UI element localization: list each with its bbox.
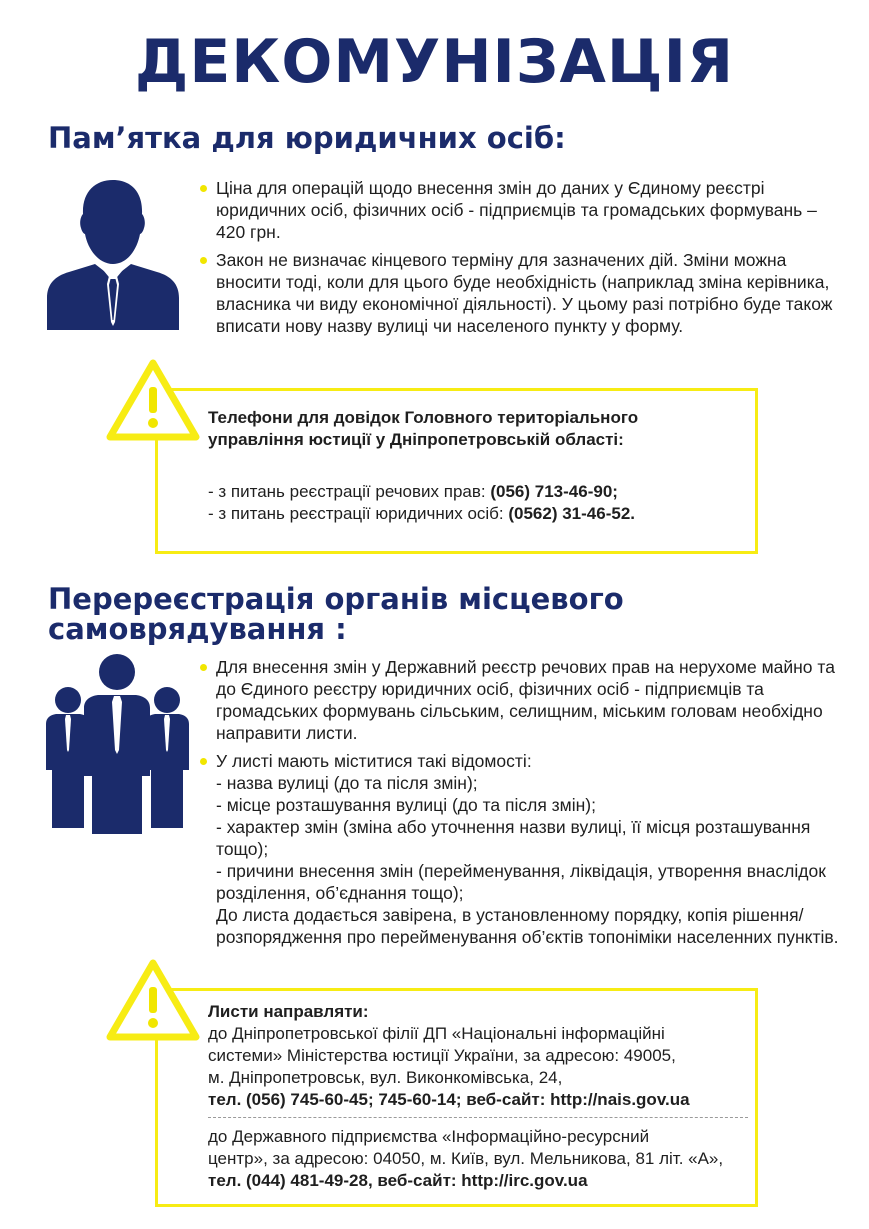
notice-heading-line2: управління юстиції у Дніпропетровській області:	[208, 430, 624, 449]
section1-heading: Пам’ятка для юридичних осіб:	[48, 121, 566, 155]
irc-contacts: тел. (044) 481-49-28, веб-сайт: http://irc.gov.ua	[208, 1171, 588, 1190]
page-title: ДЕКОМУНІЗАЦІЯ	[134, 27, 735, 97]
list-item: Закон не визначає кінцевого терміну для зазначених дій. Зміни можна вносити тоді, коли для цього буде необхідність (наприклад зміна керівника, власника чи виду економічної діяльності). У цьому разі потрібно буде також вписати нову назву вулиці чи населеного пункту у форму.	[200, 249, 850, 337]
notice-heading: Листи направляти:	[208, 1002, 369, 1021]
warning-icon	[103, 355, 203, 443]
contact-notice-box	[155, 388, 758, 554]
section2-heading-line1: Перереєстрація органів місцевого	[48, 582, 624, 616]
address-notice-box: Листи направляти: до Дніпропетровської філії ДП «Національні інформаційні системи» Міністерства юстиції України, за адресою: 49005, м. Дніпропетровськ, вул. Виконкомівська, 24, тел. (056) 745-60-45; 745-60-14; веб-сайт: http://nais.gov.ua до Державного підприємства «Інформаційно-ресурсний центр», за адресою: 04050, м. Київ, вул. Мельникова, 81 літ. «А», тел. (044) 481-49-28, веб-сайт: http://irc.gov.ua	[155, 988, 758, 1207]
section1-bullet-list	[200, 177, 850, 343]
warning-icon	[103, 955, 203, 1043]
list-item: У листі мають міститися такі відомості: - назва вулиці (до та після змін); - місце розташування вулиці (до та після змін); - характер змін (зміна або уточнення назви вулиці, її місця розташування тощо); - причини внесення змін (перейменування, ліквідація, утворення внаслідок розділення, об’єднання тощо); До листа додається завірена, в установленному порядку, копія рішення/розпорядження про перейменування об’єктів топоніміки населенних пунктів.	[200, 750, 850, 948]
group-icon	[40, 650, 195, 835]
section2-heading-line2: самоврядування :	[48, 612, 347, 646]
list-item: Ціна для операцій щодо внесення змін до даних у Єдиному реєстрі юридичних осіб, фізичних осіб - підприємців та громадських формувань – 420 грн.	[200, 177, 850, 243]
list-item: Для внесення змін у Державний реєстр речових прав на нерухоме майно та до Єдиного реєстру юридичних осіб, фізичних осіб - підприємців та громадських формувань сільським, селищним, міським головам необхідно направити листи.	[200, 656, 850, 744]
phone-number: (056) 713-46-90;	[490, 482, 618, 501]
phone-number: (0562) 31-46-52.	[508, 504, 635, 523]
person-icon	[45, 172, 180, 330]
divider	[208, 1117, 748, 1118]
phone-line-legal-entities: - з питань реєстрації юридичних осіб: (0562) 31-46-52.	[208, 504, 635, 523]
notice-heading-line1: Телефони для довідок Головного територіального	[208, 408, 639, 427]
nais-contacts: тел. (056) 745-60-45; 745-60-14; веб-сайт: http://nais.gov.ua	[208, 1090, 690, 1109]
section2-bullet-list	[200, 656, 850, 954]
phone-line-property-rights: - з питань реєстрації речових прав: (056) 713-46-90;	[208, 482, 618, 501]
